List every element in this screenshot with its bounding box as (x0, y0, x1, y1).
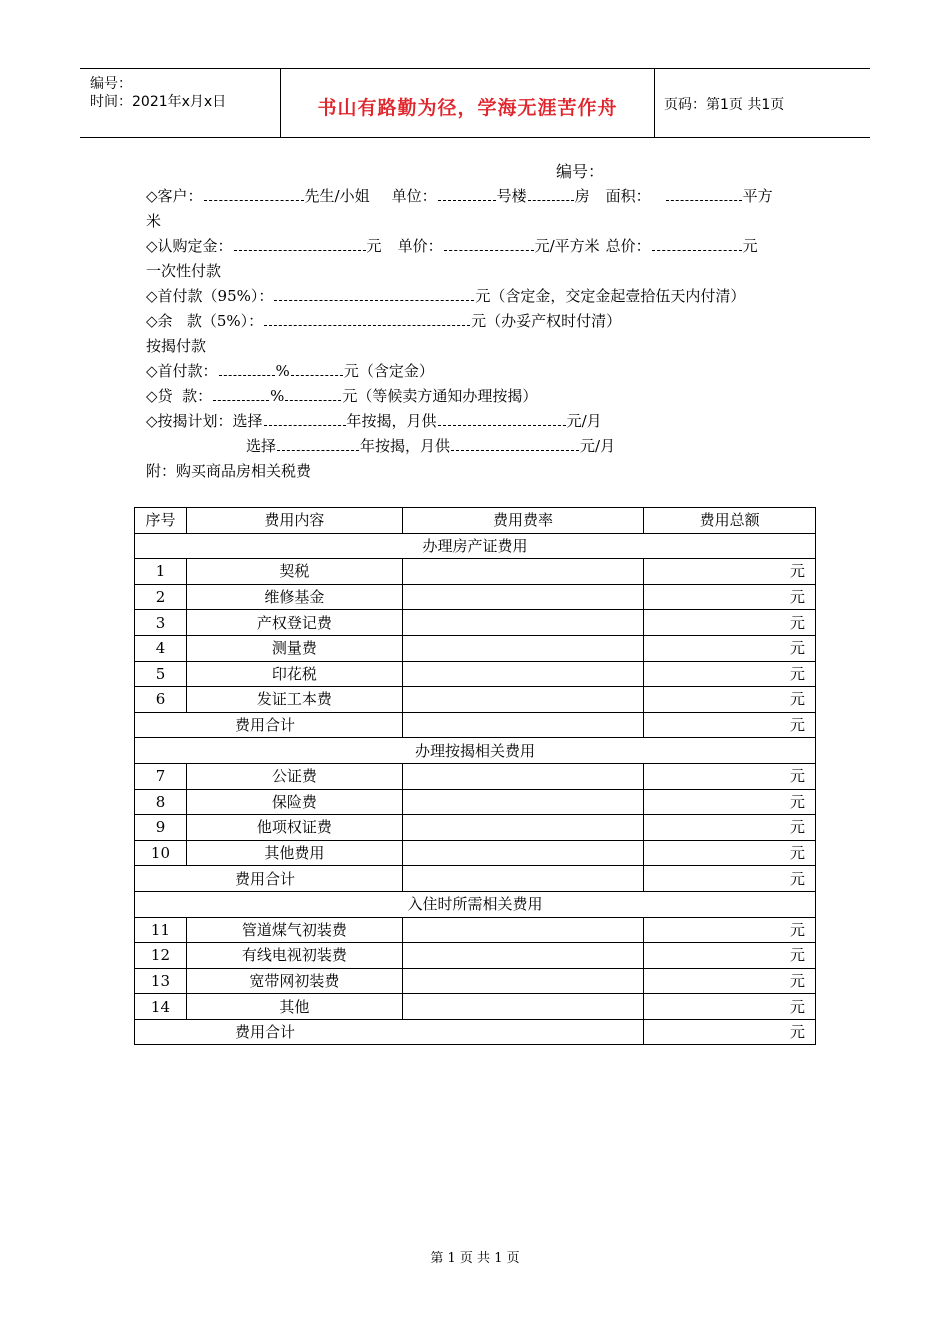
subtotal-label: 费用合计 (135, 866, 403, 892)
table-row (135, 917, 816, 943)
table-row (135, 559, 816, 585)
row-item: 契税 (186, 559, 402, 585)
customer-label: ◇客户： (146, 187, 203, 205)
table-row (135, 994, 816, 1020)
row-rate-cell[interactable] (402, 559, 644, 585)
row-amount-cell[interactable]: 元 (644, 559, 816, 585)
customer-line (146, 186, 773, 206)
table-row (135, 815, 816, 841)
table-row (135, 635, 816, 661)
loan-amount-blank[interactable] (285, 386, 341, 401)
appendix-title: 附：购买商品房相关税费 (146, 462, 312, 480)
table-row (135, 968, 816, 994)
deposit-unit: 元 (366, 237, 382, 255)
unit-price-label: 单价： (397, 237, 443, 255)
deposit-line (146, 236, 758, 256)
plan-unit-2: 元/月 (580, 437, 616, 455)
table-row (135, 610, 816, 636)
row-item: 管道煤气初装费 (186, 917, 402, 943)
row-amount-cell[interactable]: 元 (644, 917, 816, 943)
header-right-cell (654, 69, 870, 137)
balance-5-label: ◇余 款（5%）： (146, 312, 264, 330)
row-item: 有线电视初装费 (186, 943, 402, 969)
row-rate-cell[interactable] (402, 994, 644, 1020)
table-row (135, 763, 816, 789)
customer-suffix: 先生/小姐 (304, 187, 370, 205)
first-pay-95-note: 元（含定金，交定金起壹拾伍天内付清） (475, 287, 746, 305)
section-title-row (135, 891, 816, 917)
page-footer: 第 1 页 共 1 页 (430, 1251, 520, 1266)
header-no: 序号 (135, 508, 187, 534)
room-blank[interactable] (528, 186, 574, 201)
row-number: 3 (135, 610, 187, 636)
plan-monthly-blank-2[interactable] (451, 436, 579, 451)
header-total: 费用总额 (644, 508, 816, 534)
mortgage-first-amount-blank[interactable] (291, 361, 343, 376)
table-row (135, 943, 816, 969)
total-price-blank[interactable] (652, 236, 742, 251)
row-item: 发证工本费 (186, 687, 402, 713)
row-rate-cell[interactable] (402, 968, 644, 994)
table-row (135, 584, 816, 610)
plan-line-2 (246, 436, 615, 456)
plan-years-blank-2[interactable] (277, 436, 359, 451)
table-row (135, 687, 816, 713)
row-rate-cell[interactable] (402, 687, 644, 713)
subtotal-rate-cell[interactable] (402, 712, 644, 738)
row-rate-cell[interactable] (402, 815, 644, 841)
plan-years-1: 年按揭，月供 (346, 412, 437, 430)
row-number: 5 (135, 661, 187, 687)
loan-percent-blank[interactable] (213, 386, 269, 401)
plan-monthly-blank-1[interactable] (438, 411, 566, 426)
mortgage-first-percent-blank[interactable] (219, 361, 275, 376)
row-number: 6 (135, 687, 187, 713)
plan-years-blank-1[interactable] (264, 411, 346, 426)
row-rate-cell[interactable] (402, 661, 644, 687)
row-amount-cell[interactable]: 元 (644, 610, 816, 636)
row-number: 2 (135, 584, 187, 610)
form-number-label: 编号： (556, 162, 605, 181)
section-title: 办理房产证费用 (135, 533, 816, 559)
document-header (80, 68, 870, 138)
deposit-blank[interactable] (234, 236, 366, 251)
row-item: 宽带网初装费 (186, 968, 402, 994)
lump-sum-title: 一次性付款 (146, 262, 222, 280)
row-number: 4 (135, 635, 187, 661)
area-label: 面积： (605, 187, 651, 205)
row-number: 14 (135, 994, 187, 1020)
row-item: 其他 (186, 994, 402, 1020)
row-number: 10 (135, 840, 187, 866)
loan-label: ◇贷 款： (146, 387, 213, 405)
section-title-row (135, 738, 816, 764)
subtotal-row (135, 712, 816, 738)
subtotal-amount-cell[interactable]: 元 (644, 866, 816, 892)
row-amount-cell[interactable]: 元 (644, 943, 816, 969)
balance-5-blank[interactable] (264, 311, 470, 326)
row-rate-cell[interactable] (402, 763, 644, 789)
total-price-label: 总价： (605, 237, 651, 255)
plan-years-2: 年按揭，月供 (360, 437, 451, 455)
section-title-row (135, 533, 816, 559)
header-left-cell (80, 69, 280, 137)
subtotal-label: 费用合计 (135, 1019, 644, 1045)
row-rate-cell[interactable] (402, 840, 644, 866)
fee-table-header-row (135, 508, 816, 534)
area-blank[interactable] (666, 186, 742, 201)
row-amount-cell[interactable]: 元 (644, 687, 816, 713)
customer-name-blank[interactable] (204, 186, 304, 201)
subtotal-label: 费用合计 (135, 712, 403, 738)
first-pay-95-label: ◇首付款（95%）： (146, 287, 274, 305)
deposit-label: ◇认购定金： (146, 237, 233, 255)
row-rate-cell[interactable] (402, 943, 644, 969)
section-title: 入住时所需相关费用 (135, 891, 816, 917)
subtotal-row (135, 866, 816, 892)
building-suffix: 号楼 (496, 187, 527, 205)
header-page-info: 页码：第1页 共1页 (664, 97, 785, 113)
header-rate: 费用费率 (402, 508, 644, 534)
row-number: 1 (135, 559, 187, 585)
row-rate-cell[interactable] (402, 917, 644, 943)
row-item: 他项权证费 (186, 815, 402, 841)
balance-5-note: 元（办妥产权时付清） (471, 312, 622, 330)
total-price-unit: 元 (742, 237, 758, 255)
area-unit-part2: 米 (146, 212, 162, 230)
plan-unit-1: 元/月 (566, 412, 602, 430)
row-amount-cell[interactable]: 元 (644, 840, 816, 866)
plan-label: ◇按揭计划：选择 (146, 412, 263, 430)
header-item: 费用内容 (186, 508, 402, 534)
row-amount-cell[interactable]: 元 (644, 994, 816, 1020)
subtotal-amount-cell[interactable]: 元 (644, 712, 816, 738)
loan-note: 元（等候卖方通知办理按揭） (342, 387, 538, 405)
table-row (135, 840, 816, 866)
fee-table (134, 507, 816, 1045)
table-row (135, 789, 816, 815)
first-pay-95-blank[interactable] (274, 286, 474, 301)
header-center-cell (280, 69, 655, 137)
area-unit-part1: 平方 (742, 187, 773, 205)
row-number: 9 (135, 815, 187, 841)
row-rate-cell[interactable] (402, 789, 644, 815)
unit-price-unit: 元/平方米 (534, 237, 600, 255)
row-rate-cell[interactable] (402, 610, 644, 636)
header-motto: 书山有路勤为径，学海无涯苦作舟 (317, 97, 618, 119)
header-number-label: 编号： (90, 76, 132, 92)
row-amount-cell[interactable]: 元 (644, 635, 816, 661)
row-number: 12 (135, 943, 187, 969)
subtotal-row (135, 1019, 816, 1045)
row-item: 其他费用 (186, 840, 402, 866)
mortgage-first-line (146, 361, 434, 381)
row-item: 维修基金 (186, 584, 402, 610)
row-number: 13 (135, 968, 187, 994)
mortgage-first-note: 元（含定金） (343, 362, 434, 380)
room-suffix: 房 (574, 187, 590, 205)
row-amount-cell[interactable]: 元 (644, 815, 816, 841)
building-blank[interactable] (438, 186, 496, 201)
row-number: 7 (135, 763, 187, 789)
row-amount-cell[interactable]: 元 (644, 763, 816, 789)
subtotal-amount-cell[interactable]: 元 (644, 1019, 816, 1045)
row-amount-cell[interactable]: 元 (644, 968, 816, 994)
mortgage-first-percent: % (275, 362, 290, 380)
unit-label: 单位： (391, 187, 437, 205)
row-item: 保险费 (186, 789, 402, 815)
unit-price-blank[interactable] (444, 236, 534, 251)
first-pay-95-line (146, 286, 745, 306)
row-item: 印花税 (186, 661, 402, 687)
balance-5-line (146, 311, 621, 331)
row-rate-cell[interactable] (402, 635, 644, 661)
row-item: 测量费 (186, 635, 402, 661)
row-amount-cell[interactable]: 元 (644, 789, 816, 815)
plan-choose-2: 选择 (246, 437, 277, 455)
subtotal-rate-cell[interactable] (402, 866, 644, 892)
loan-percent: % (270, 387, 285, 405)
row-item: 公证费 (186, 763, 402, 789)
row-rate-cell[interactable] (402, 584, 644, 610)
section-title: 办理按揭相关费用 (135, 738, 816, 764)
mortgage-first-label: ◇首付款： (146, 362, 218, 380)
row-amount-cell[interactable]: 元 (644, 584, 816, 610)
row-item: 产权登记费 (186, 610, 402, 636)
loan-line (146, 386, 537, 406)
row-number: 11 (135, 917, 187, 943)
mortgage-title: 按揭付款 (146, 337, 207, 355)
header-time: 时间：2021年x月x日 (90, 94, 227, 110)
row-number: 8 (135, 789, 187, 815)
row-amount-cell[interactable]: 元 (644, 661, 816, 687)
plan-line-1 (146, 411, 602, 431)
table-row (135, 661, 816, 687)
